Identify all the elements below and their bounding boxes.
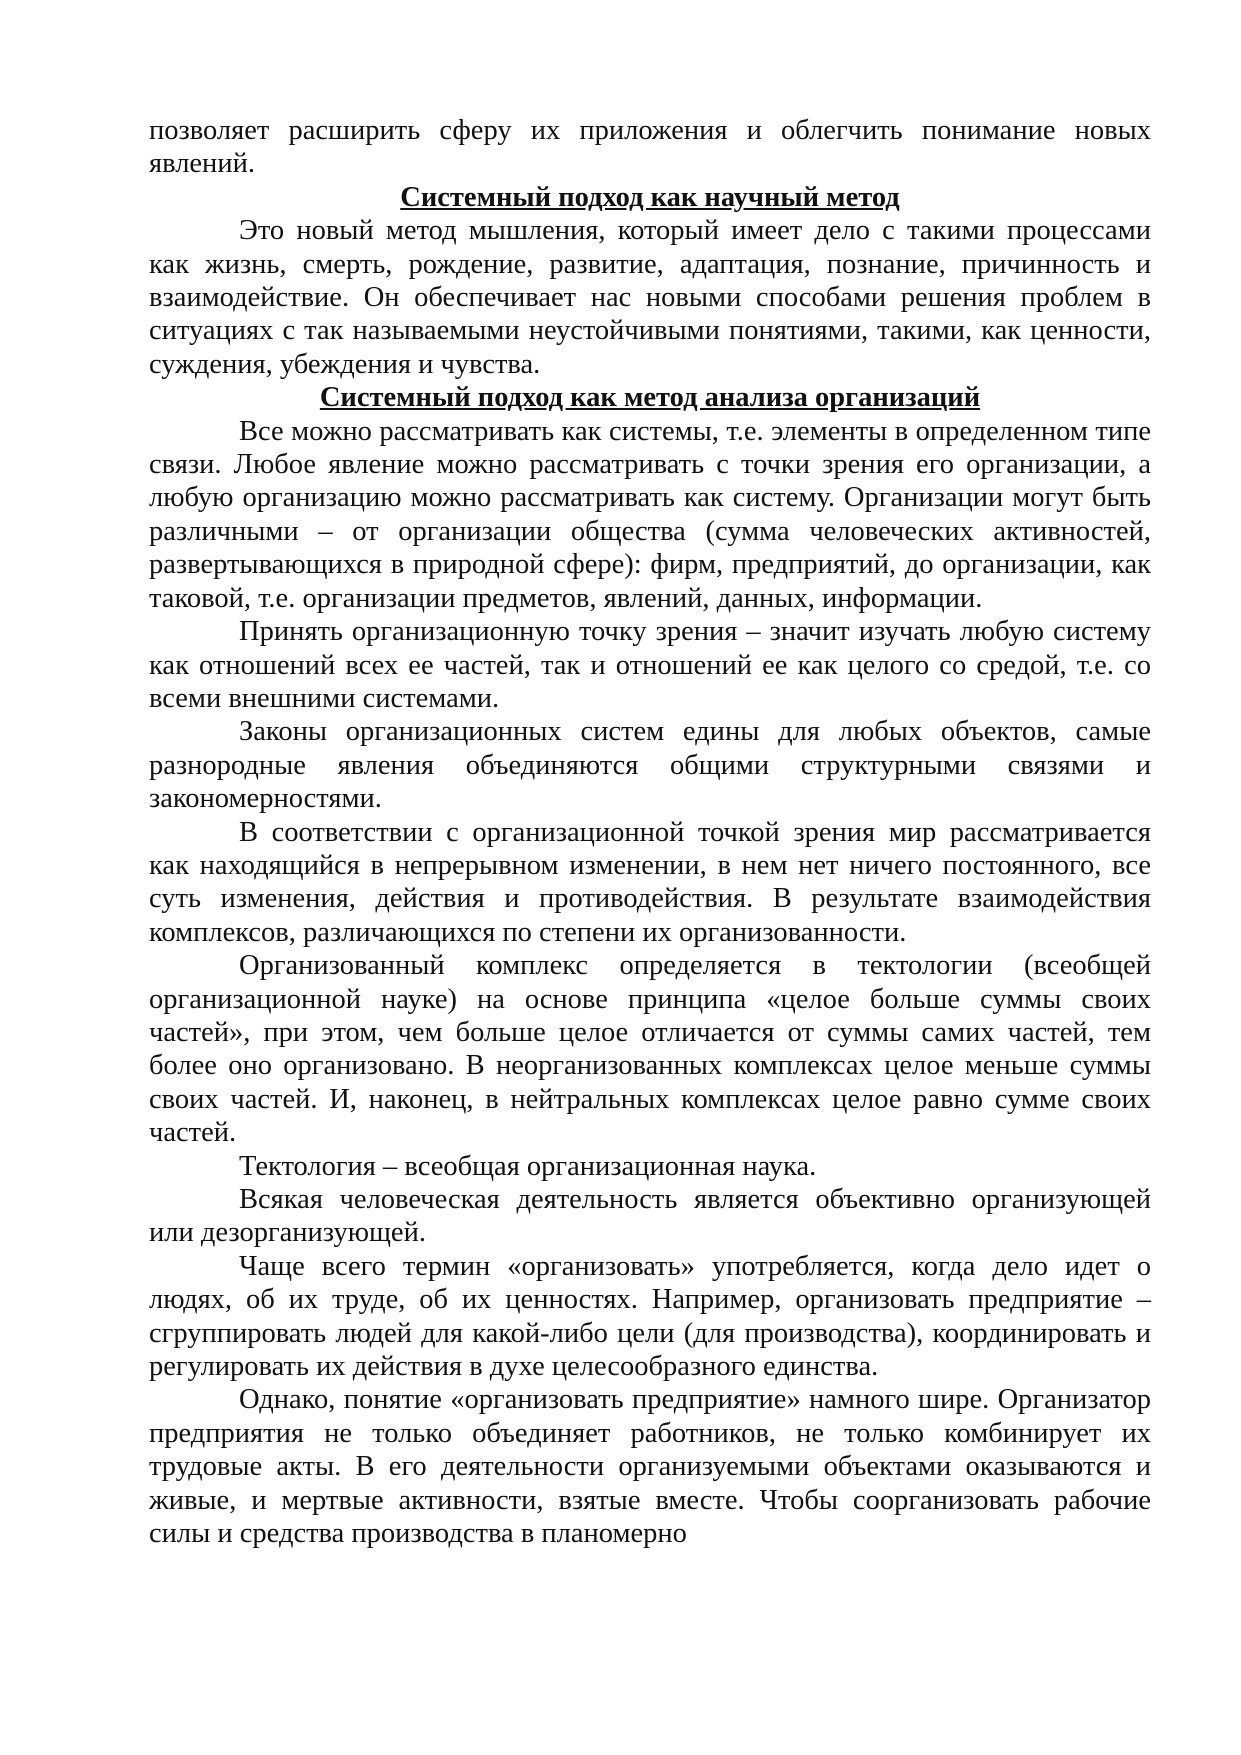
paragraph: Законы организационных систем едины для любых объектов, самые разнородные явления объединяются общими структурными связями и закономерностями. — [149, 716, 1151, 815]
paragraph: Все можно рассматривать как системы, т.е. элементы в определенном типе связи. Любое явление можно рассматривать с точки зрения его организации, а любую организацию можно рассматривать как систему. Организации могут быть различными – от организации общества (сумма человеческих активностей, развертывающихся в природной сфере): фирм, предприятий, до организации, как таковой, т.е. организации предметов, явлений, данных, информации. — [149, 415, 1151, 614]
paragraph: Чаще всего термин «организовать» употребляется, когда дело идет о людях, об их труде, об их ценностях. Например, организовать предприятие – сгруппировать людей для какой-либо цели (для производства), координировать и регулировать их действия в духе целесообразного единства. — [149, 1250, 1151, 1383]
paragraph-continuation: позволяет расширить сферу их приложения и облегчить понимание новых явлений. — [149, 115, 1151, 180]
paragraph: Принять организационную точку зрения – значит изучать любую систему как отношений всех ее частей, так и отношений ее как целого со средой, т.е. со всеми внешними системами. — [149, 616, 1151, 714]
paragraph: Тектология – всеобщая организационная наука. — [239, 1150, 817, 1182]
paragraph: Организованный комплекс определяется в тектологии (всеобщей организационной науке) на основе принципа «целое больше суммы своих частей», при этом, чем больше целое отличается от суммы самих частей, тем более оно организовано. В неорганизованных комплексах целое меньше суммы своих частей. И, наконец, в нейтральных комплексах целое равно сумме своих частей. — [149, 950, 1151, 1149]
paragraph: Это новый метод мышления, который имеет дело с такими процессами как жизнь, смерть, рождение, развитие, адаптация, познание, причинность и взаимодействие. Он обеспечивает нас новыми способами решения проблем в ситуациях с так называемыми неустойчивыми понятиями, такими, как ценности, суждения, убеждения и чувства. — [149, 215, 1151, 380]
paragraph: Однако, понятие «организовать предприятие» намного шире. Организатор предприятия не только объединяет работников, не только комбинирует их трудовые акты. В его деятельности организуемыми объектами оказываются и живые, и мертвые активности, взятые вместе. Чтобы соорганизовать рабочие силы и средства производства в планомерно — [149, 1384, 1151, 1550]
section-heading-scientific-method: Системный подход как научный метод — [400, 181, 900, 213]
paragraph: В соответствии с организационной точкой зрения мир рассматривается как находящийся в непрерывном изменении, в нем нет ничего постоянного, все суть изменения, действия и противодействия. В результате взаимодействия комплексов, различающихся по степени их организованности. — [149, 816, 1151, 948]
section-heading-organization-analysis: Системный подход как метод анализа организаций — [319, 382, 981, 414]
paragraph: Всякая человеческая деятельность является объективно организующей или дезорганизующей. — [149, 1184, 1151, 1249]
document-page — [149, 114, 1151, 1550]
